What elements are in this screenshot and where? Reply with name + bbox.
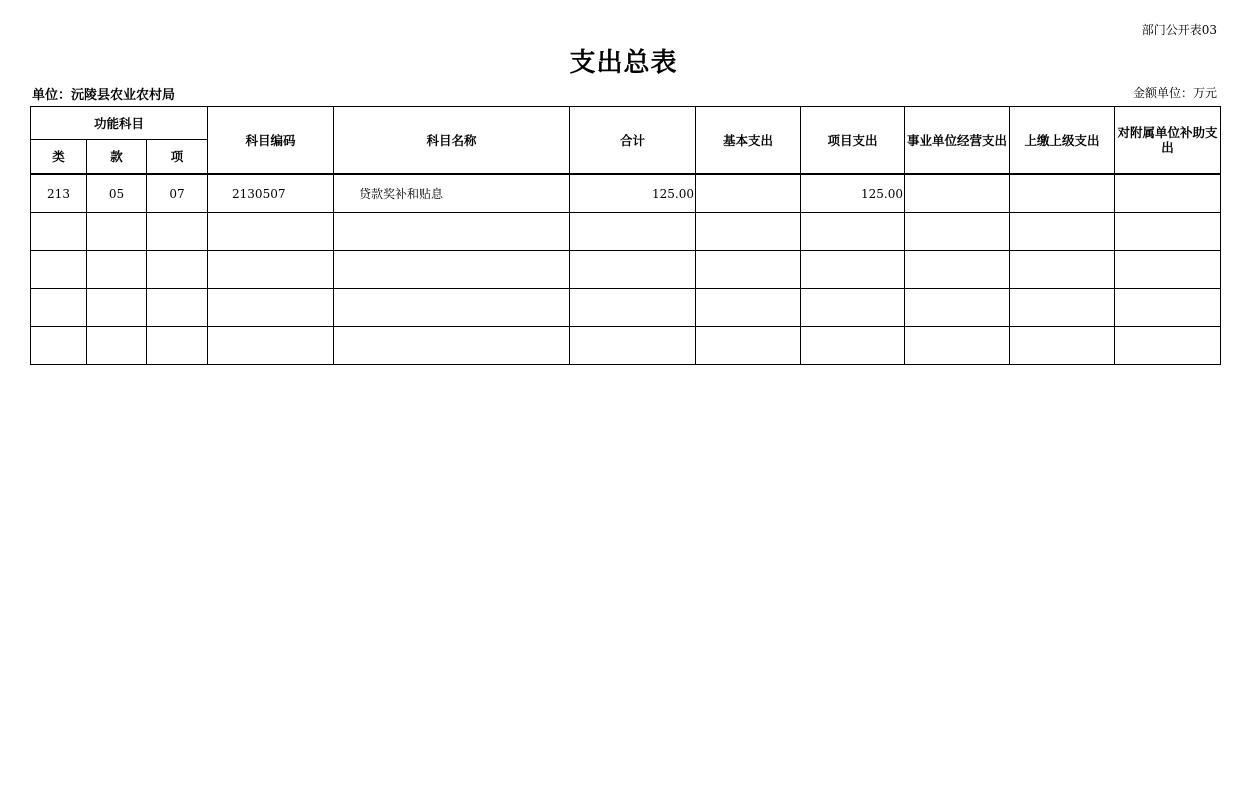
cell-subject-name <box>334 213 570 251</box>
cell-remit-upper <box>1010 327 1115 365</box>
cell-xiang <box>147 327 208 365</box>
header-project-expense: 项目支出 <box>801 107 905 175</box>
header-remit-upper: 上缴上级支出 <box>1010 107 1115 175</box>
cell-remit-upper <box>1010 251 1115 289</box>
table-row <box>31 213 1221 251</box>
header-lei: 类 <box>31 140 87 175</box>
header-function-subject: 功能科目 <box>31 107 208 140</box>
cell-subsidy-affiliated <box>1115 174 1221 213</box>
cell-xiang <box>147 251 208 289</box>
cell-basic-expense <box>696 289 801 327</box>
cell-xiang: 07 <box>147 174 208 213</box>
cell-total <box>570 251 696 289</box>
table-row <box>31 327 1221 365</box>
table-row <box>31 251 1221 289</box>
cell-subsidy-affiliated <box>1115 251 1221 289</box>
cell-total <box>570 327 696 365</box>
cell-kuan: 05 <box>87 174 147 213</box>
cell-project-expense: 125.00 <box>801 174 905 213</box>
header-basic-expense: 基本支出 <box>696 107 801 175</box>
cell-lei <box>31 289 87 327</box>
cell-remit-upper <box>1010 174 1115 213</box>
cell-basic-expense <box>696 213 801 251</box>
header-subject-name: 科目名称 <box>334 107 570 175</box>
page-title: 支出总表 <box>569 48 678 78</box>
header-total: 合计 <box>570 107 696 175</box>
expenditure-summary-table <box>30 106 1221 365</box>
cell-business-expense <box>905 174 1010 213</box>
header-subject-code: 科目编码 <box>208 107 334 175</box>
cell-lei <box>31 213 87 251</box>
cell-subject-code: 2130507 <box>208 174 334 213</box>
cell-total <box>570 289 696 327</box>
cell-xiang <box>147 289 208 327</box>
cell-subsidy-affiliated <box>1115 327 1221 365</box>
cell-kuan <box>87 251 147 289</box>
header-business-expense: 事业单位经营支出 <box>905 107 1010 175</box>
cell-business-expense <box>905 251 1010 289</box>
cell-subject-code <box>208 289 334 327</box>
cell-subject-code <box>208 327 334 365</box>
form-number-label: 部门公开表03 <box>1141 23 1217 37</box>
cell-lei: 213 <box>31 174 87 213</box>
cell-project-expense <box>801 327 905 365</box>
unit-label: 单位：沅陵县农业农村局 <box>32 88 176 103</box>
header-kuan: 款 <box>87 140 147 175</box>
cell-business-expense <box>905 327 1010 365</box>
cell-total: 125.00 <box>570 174 696 213</box>
cell-xiang <box>147 213 208 251</box>
cell-total <box>570 213 696 251</box>
cell-basic-expense <box>696 251 801 289</box>
cell-basic-expense <box>696 174 801 213</box>
cell-remit-upper <box>1010 213 1115 251</box>
table-body <box>31 174 1221 365</box>
cell-project-expense <box>801 251 905 289</box>
cell-remit-upper <box>1010 289 1115 327</box>
cell-subject-code <box>208 251 334 289</box>
cell-subject-name: 贷款奖补和贴息 <box>334 174 570 213</box>
cell-project-expense <box>801 213 905 251</box>
cell-lei <box>31 327 87 365</box>
cell-subsidy-affiliated <box>1115 213 1221 251</box>
header-row <box>31 107 1221 140</box>
cell-subsidy-affiliated <box>1115 289 1221 327</box>
cell-kuan <box>87 213 147 251</box>
cell-subject-name <box>334 251 570 289</box>
table-row <box>31 289 1221 327</box>
cell-basic-expense <box>696 327 801 365</box>
amount-unit-label: 金额单位：万元 <box>1132 86 1217 100</box>
header-xiang: 项 <box>147 140 208 175</box>
cell-lei <box>31 251 87 289</box>
cell-subject-name <box>334 327 570 365</box>
cell-subject-name <box>334 289 570 327</box>
cell-kuan <box>87 289 147 327</box>
cell-subject-code <box>208 213 334 251</box>
table-row <box>31 174 1221 213</box>
cell-business-expense <box>905 289 1010 327</box>
cell-kuan <box>87 327 147 365</box>
cell-project-expense <box>801 289 905 327</box>
header-subsidy-affiliated: 对附属单位补助支出 <box>1115 107 1221 175</box>
cell-business-expense <box>905 213 1010 251</box>
